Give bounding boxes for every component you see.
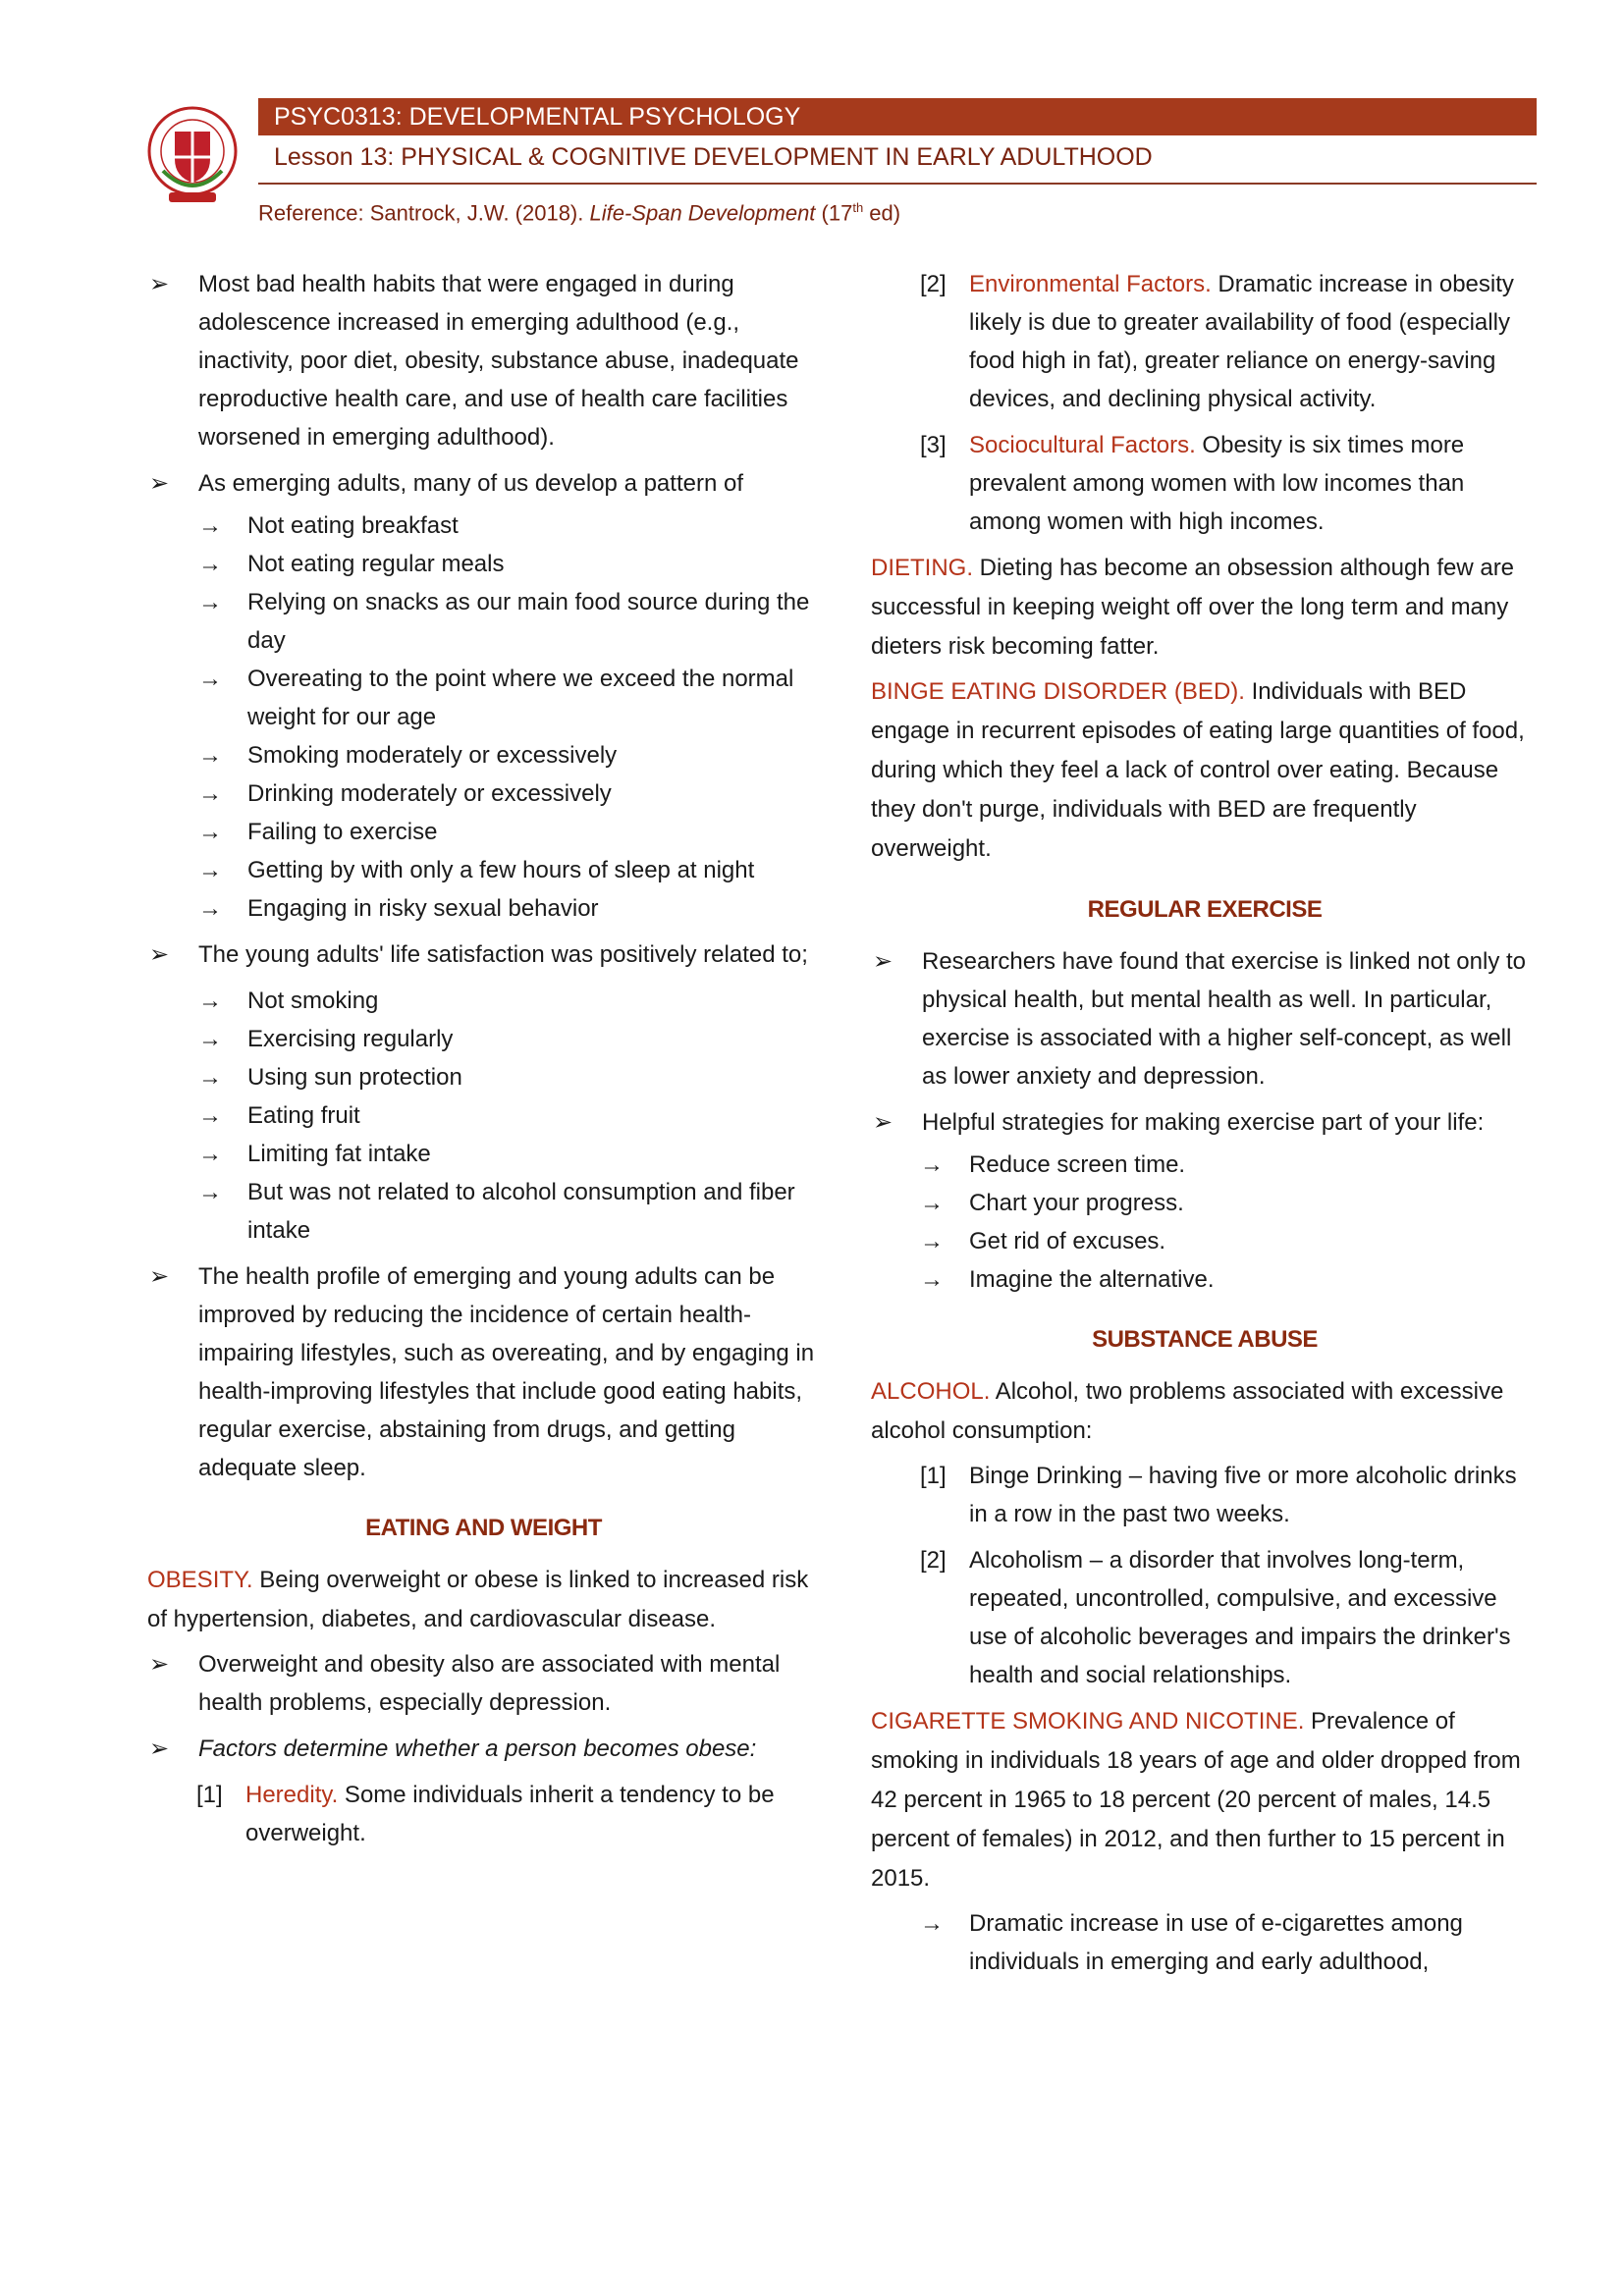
arrow-icon: → (198, 1064, 222, 1091)
arrow-icon: → (198, 780, 222, 807)
reference (258, 200, 900, 226)
reference-label: Reference: (258, 200, 364, 226)
list-item (147, 1020, 820, 1058)
list-item (147, 889, 820, 928)
list-item-text: Exercising regularly (247, 1026, 454, 1052)
list-item-text: Not smoking (247, 988, 379, 1014)
bullet-text: Researchers have found that exercise is linked not only to physical health, but mental health as well. In particular, exercise is associated with a higher self-concept, as well as lower anxiety and depression. (922, 948, 1527, 1090)
factor-environmental (871, 265, 1539, 418)
strategies-list (871, 1146, 1539, 1299)
bullet-exercise-strategies (871, 1103, 1539, 1142)
item-number: [3] (920, 432, 947, 458)
list-item-text: Smoking moderately or excessively (247, 742, 618, 769)
list-item-text: Failing to exercise (247, 819, 438, 845)
bullet-bad-habits (147, 265, 820, 456)
header-divider (258, 183, 1537, 185)
arrow-icon: → (198, 895, 222, 922)
lesson-title: Lesson 13: PHYSICAL & COGNITIVE DEVELOPMENT IN EARLY ADULTHOOD (274, 143, 1153, 171)
arrow-icon: → (198, 1102, 222, 1129)
university-seal-logo (147, 102, 238, 218)
list-item (871, 1184, 1539, 1222)
list-item-text: But was not related to alcohol consumption and fiber intake (247, 1179, 795, 1244)
bullet-arrow-icon: ➢ (149, 1735, 170, 1762)
bullet-text: Helpful strategies for making exercise part of your life: (922, 1109, 1485, 1136)
bullet-arrow-icon: ➢ (149, 1651, 170, 1678)
list-item (147, 813, 820, 851)
item-number: [1] (920, 1463, 947, 1489)
list-item-text: Getting by with only a few hours of sleep at night (247, 857, 755, 883)
arrow-icon: → (920, 1910, 944, 1937)
heading-eating-weight: EATING AND WEIGHT (365, 1515, 602, 1541)
bed-label: BINGE EATING DISORDER (BED). (871, 678, 1245, 705)
arrow-icon: → (198, 1179, 222, 1205)
bullet-text: Overweight and obesity also are associated with mental health problems, especially depression. (198, 1651, 781, 1716)
alcoholism-item (871, 1541, 1539, 1694)
reference-edition-end: ed) (863, 200, 901, 226)
bullet-text: Most bad health habits that were engaged in during adolescence increased in emerging adulthood (e.g., inactivity, poor diet, obesity, substance abuse, inadequate reproductive health care, and use of health care facilities worsened in emerging adulthood). (198, 271, 799, 451)
bullet-text: The health profile of emerging and young adults can be improved by reducing the incidence of certain health-impairing lifestyles, such as overeating, and by engaging in health-improving lifestyles that include good eating habits, regular exercise, abstaining from drugs, and getting adequate sleep. (198, 1263, 815, 1481)
dieting-label: DIETING. (871, 555, 974, 581)
binge-drinking-item (871, 1457, 1539, 1533)
smoking-label: CIGARETTE SMOKING AND NICOTINE. (871, 1708, 1305, 1735)
list-item (147, 507, 820, 545)
list-item-text: Using sun protection (247, 1064, 462, 1091)
list-item (147, 982, 820, 1020)
factor-text: Obesity is six times more prevalent among women with low incomes than among women with high incomes. (969, 432, 1465, 535)
factor-sociocultural (871, 426, 1539, 541)
heading-regular-exercise: REGULAR EXERCISE (1087, 896, 1323, 923)
list-item (147, 1058, 820, 1096)
factor-label: Heredity. (245, 1782, 339, 1808)
list-item (147, 774, 820, 813)
item-number: [2] (920, 1547, 947, 1574)
factor-heredity (147, 1776, 820, 1852)
satisfaction-list (147, 982, 820, 1250)
list-item (147, 1173, 820, 1250)
list-item (871, 1146, 1539, 1184)
left-column (147, 265, 820, 1860)
list-item-text: Imagine the alternative. (969, 1266, 1215, 1293)
arrow-icon: → (198, 666, 222, 692)
factor-label: Sociocultural Factors. (969, 432, 1196, 458)
list-item (147, 583, 820, 660)
reference-edition: (17 (815, 200, 853, 226)
bullet-text: The young adults' life satisfaction was positively related to; (198, 941, 808, 968)
item-number: [2] (920, 271, 947, 297)
bullet-health-profile (147, 1257, 820, 1487)
item-number: [1] (196, 1782, 223, 1808)
list-item (147, 545, 820, 583)
bed-text: Individuals with BED engage in recurrent episodes of eating large quantities of food, during which they feel a lack of control over eating. Because they don't purge, individuals with BED are frequently overweight. (871, 678, 1525, 862)
arrow-icon: → (198, 819, 222, 845)
list-item-text: Limiting fat intake (247, 1141, 431, 1167)
obesity-text: Being overweight or obese is linked to increased risk of hypertension, diabetes, and cardiovascular disease. (147, 1567, 809, 1632)
list-item (147, 851, 820, 889)
list-item-text: Not eating regular meals (247, 551, 505, 577)
bullet-pattern (147, 464, 820, 503)
reference-book-title: Life-Span Development (589, 200, 816, 226)
list-item-text: Overeating to the point where we exceed the normal weight for our age (247, 666, 794, 730)
list-item (147, 736, 820, 774)
bullet-arrow-icon: ➢ (873, 948, 893, 975)
ecigarette-item (871, 1904, 1539, 1981)
list-item (871, 1260, 1539, 1299)
list-item (147, 660, 820, 736)
bullet-arrow-icon: ➢ (149, 271, 170, 297)
dieting-paragraph (871, 549, 1539, 667)
pattern-list (147, 507, 820, 928)
list-item-text: Drinking moderately or excessively (247, 780, 612, 807)
list-item (871, 1222, 1539, 1260)
obesity-paragraph (147, 1561, 820, 1639)
list-item (147, 1096, 820, 1135)
arrow-icon: → (198, 857, 222, 883)
alcohol-label: ALCOHOL. (871, 1378, 991, 1405)
list-item-text: Relying on snacks as our main food source during the day (247, 589, 810, 654)
arrow-icon: → (198, 1141, 222, 1167)
arrow-icon: → (198, 551, 222, 577)
reference-edition-sup: th (852, 200, 864, 215)
item-text: Binge Drinking – having five or more alcoholic drinks in a row in the past two weeks. (969, 1463, 1517, 1527)
item-text: Dramatic increase in use of e-cigarettes among individuals in emerging and early adulthood, (969, 1910, 1463, 1975)
heading-substance-abuse: SUBSTANCE ABUSE (1092, 1326, 1318, 1353)
dieting-text: Dieting has become an obsession although few are successful in keeping weight off over the long term and many dieters risk becoming fatter. (871, 555, 1515, 660)
factor-text: Some individuals inherit a tendency to be overweight. (245, 1782, 775, 1846)
list-item-text: Chart your progress. (969, 1190, 1184, 1216)
bed-paragraph (871, 672, 1539, 869)
factor-text: Dramatic increase in obesity likely is due to greater availability of food (especially food high in fat), greater reliance on energy-saving devices, and declining physical activity. (969, 271, 1514, 412)
list-item (147, 1135, 820, 1173)
list-item-text: Get rid of excuses. (969, 1228, 1166, 1255)
arrow-icon: → (920, 1266, 944, 1293)
smoking-paragraph (871, 1702, 1539, 1898)
list-item-text: Reduce screen time. (969, 1151, 1186, 1178)
right-column (871, 265, 1539, 1981)
arrow-icon: → (198, 589, 222, 615)
arrow-icon: → (198, 1026, 222, 1052)
reference-author: Santrock, J.W. (2018). (363, 200, 590, 226)
arrow-icon: → (198, 988, 222, 1014)
bullet-arrow-icon: ➢ (149, 470, 170, 497)
bullet-mental-health (147, 1645, 820, 1722)
bullet-life-satisfaction (147, 935, 820, 974)
bullet-text: As emerging adults, many of us develop a pattern of (198, 470, 743, 497)
list-item-text: Engaging in risky sexual behavior (247, 895, 599, 922)
bullet-text: Factors determine whether a person becomes obese: (198, 1735, 757, 1762)
arrow-icon: → (920, 1228, 944, 1255)
list-item-text: Not eating breakfast (247, 512, 459, 539)
bullet-exercise-research (871, 942, 1539, 1095)
arrow-icon: → (920, 1151, 944, 1178)
bullet-arrow-icon: ➢ (149, 941, 170, 968)
factor-label: Environmental Factors. (969, 271, 1212, 297)
bullet-arrow-icon: ➢ (149, 1263, 170, 1290)
bullet-factors (147, 1730, 820, 1768)
item-text: Alcoholism – a disorder that involves long-term, repeated, uncontrolled, compulsive, and excessive use of alcoholic beverages and impairs the drinker's health and social relationships. (969, 1547, 1511, 1688)
arrow-icon: → (198, 512, 222, 539)
alcohol-paragraph (871, 1372, 1539, 1451)
arrow-icon: → (920, 1190, 944, 1216)
course-title-bar: PSYC0313: DEVELOPMENTAL PSYCHOLOGY (258, 98, 1537, 135)
list-item-text: Eating fruit (247, 1102, 360, 1129)
alcohol-text: Alcohol, two problems associated with excessive alcohol consumption: (871, 1378, 1504, 1444)
obesity-label: OBESITY. (147, 1567, 253, 1593)
smoking-text: Prevalence of smoking in individuals 18 years of age and older dropped from 42 percent in 1965 to 18 percent (20 percent of males, 14.5 percent of females) in 2012, and then further to 15 percent in 2015. (871, 1708, 1521, 1892)
arrow-icon: → (198, 742, 222, 769)
bullet-arrow-icon: ➢ (873, 1109, 893, 1136)
